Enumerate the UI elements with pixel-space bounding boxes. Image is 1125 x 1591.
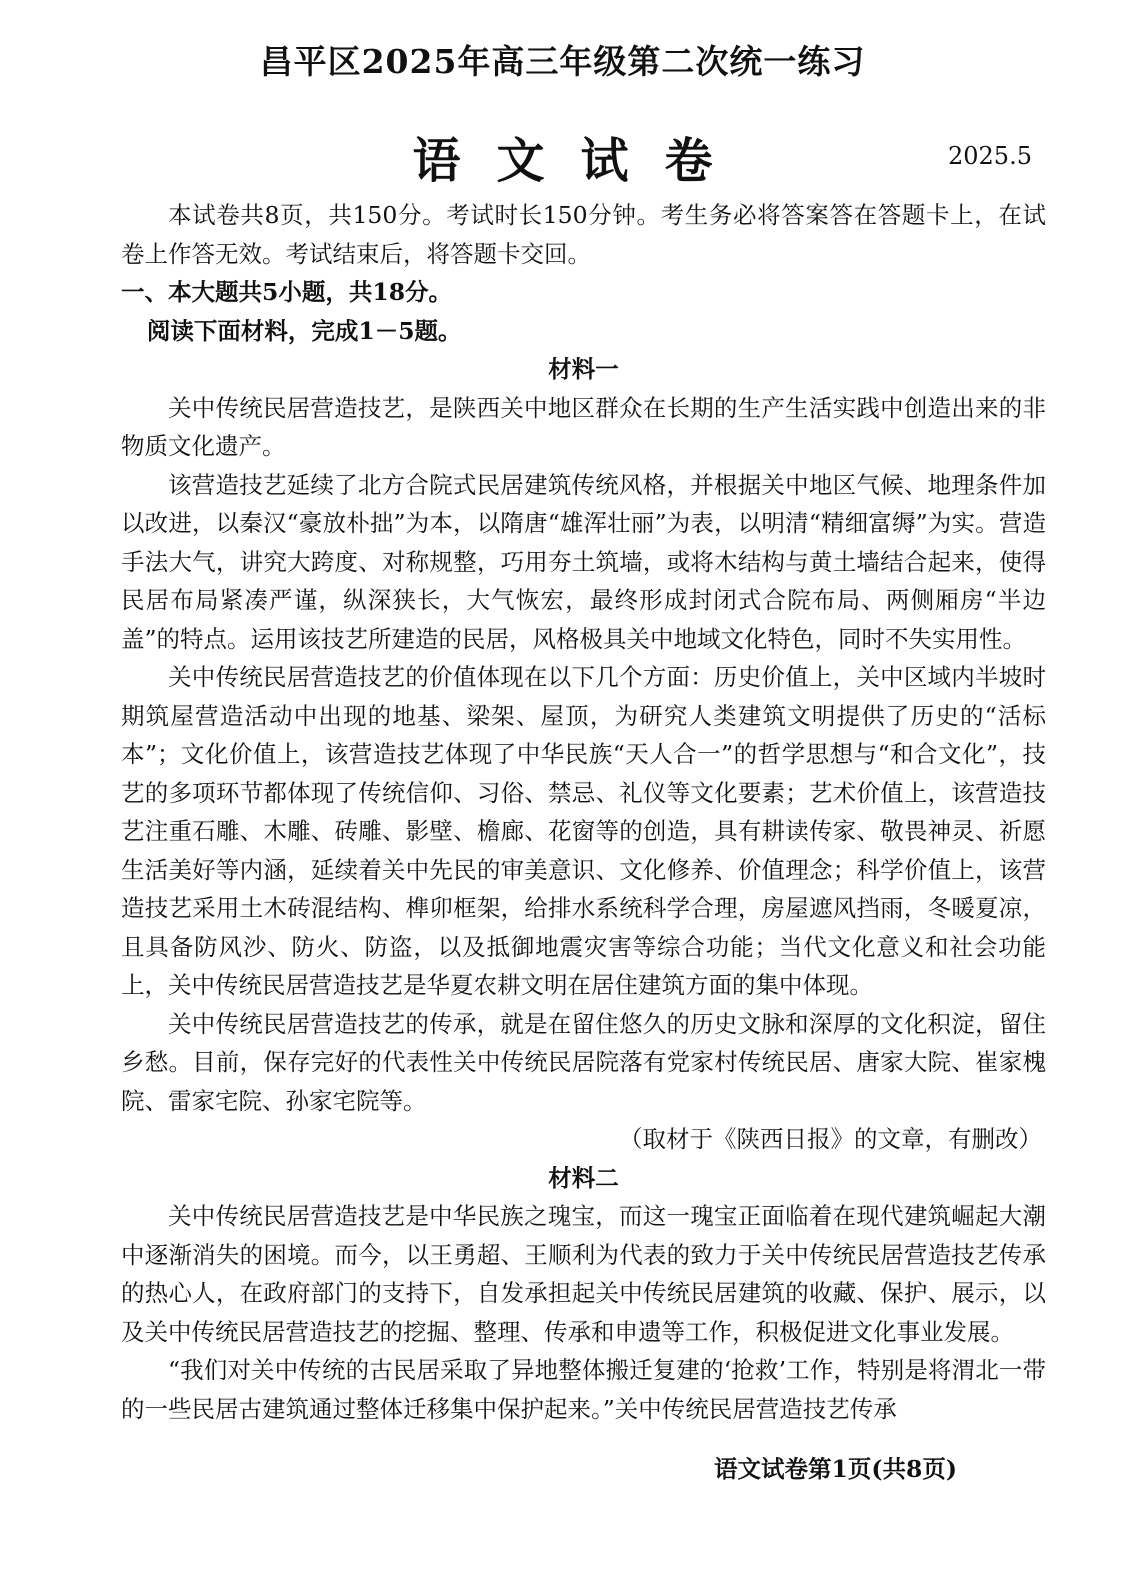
subject-title: 语文试卷 (412, 133, 749, 189)
material-two-title: 材料二 (548, 1163, 619, 1192)
exam-name: 昌平区2025年高三年级第二次统一练习 (259, 42, 866, 81)
material-one-title: 材料一 (548, 355, 619, 383)
section-one-heading: 一、本大题共5小题，共18分。 (121, 278, 453, 306)
material-one-source: （取材于《陕西日报》的文章，有删改） (619, 1125, 1042, 1153)
material-one-paragraph: 关中传统民居营造技艺的价值体现在以下几个方面：历史价值上，关中区域内半坡时期筑屋营造活动中出现的地基、梁架、屋顶，为研究人类建筑文明提供了历史的“活标本”；文化价值上，该营造技艺体现了中华民族“天人合一”的哲学思想与“和合文化”，技艺的多项环节都体现了传统信仰、习俗、禁忌、礼仪等文化要素；艺术价值上，该营造技艺注重石雕、木雕、砖雕、影壁、檐廊、花窗等的创造，具有耕读传家、敬畏神灵、祈愿生活美好等内涵，延续着关中先民的审美意识、文化修养、价值理念；科学价值上，该营造技艺采用土木砖混结构、榫卯框架，给排水系统科学合理，房屋遮风挡雨，冬暖夏凉，且具备防风沙、防火、防盗，以及抵御地震灾害等综合功能；当代文化意义和社会功能上，关中传统民居营造技艺是华夏农耕文明在居住建筑方面的集中体现。 (121, 663, 1046, 999)
section-one-instruction: 阅读下面材料，完成1－5题。 (146, 316, 462, 345)
subject-row (0, 122, 1125, 189)
exam-content (121, 196, 1046, 1428)
material-one-paragraph: 该营造技艺延续了北方合院式民居建筑传统风格，并根据关中地区气候、地理条件加以改进，以秦汉“豪放朴拙”为本，以隋唐“雄浑壮丽”为表，以明清“精细富缛”为实。营造手法大气，讲究大跨度、对称规整，巧用夯土筑墙，或将木结构与黄土墙结合起来，使得民居布局紧凑严谨，纵深狭长，大气恢宏，最终形成封闭式合院布局、两侧厢房“半边盖”的特点。运用该技艺所建造的民居，风格极具关中地域文化特色，同时不失实用性。 (121, 470, 1046, 653)
material-two-paragraph: 关中传统民居营造技艺是中华民族之瑰宝，而这一瑰宝正面临着在现代建筑崛起大潮中逐渐消失的困境。而今，以王勇超、王顺利为代表的致力于关中传统民居营造技艺传承的热心人，在政府部门的支持下，自发承担起关中传统民居建筑的收藏、保护、展示，以及关中传统民居营造技艺的挖掘、整理、传承和申遗等工作，积极促进文化事业发展。 (121, 1202, 1046, 1346)
page-number-footer: 语文试卷第1页(共8页) (714, 1455, 957, 1483)
material-two-paragraph: “我们对关中传统的古民居采取了异地整体搬迁复建的‘抢救’工作，特别是将渭北一带的一些民居古建筑通过整体迁移集中保护起来。”关中传统民居营造技艺传承 (121, 1356, 1046, 1423)
exam-notice: 本试卷共8页，共150分。考试时长150分钟。考生务必将答案答在答题卡上，在试卷上作答无效。考试结束后，将答题卡交回。 (121, 201, 1046, 268)
exam-date: 2025.5 (948, 142, 1032, 170)
material-one-paragraph: 关中传统民居营造技艺的传承，就是在留住悠久的历史文脉和深厚的文化积淀，留住乡愁。目前，保存完好的代表性关中传统民居院落有党家村传统民居、唐家大院、崔家槐院、雷家宅院、孙家宅院等。 (121, 1009, 1046, 1115)
material-one-paragraph: 关中传统民居营造技艺，是陕西关中地区群众在长期的生产生活实践中创造出来的非物质文化遗产。 (121, 393, 1046, 460)
